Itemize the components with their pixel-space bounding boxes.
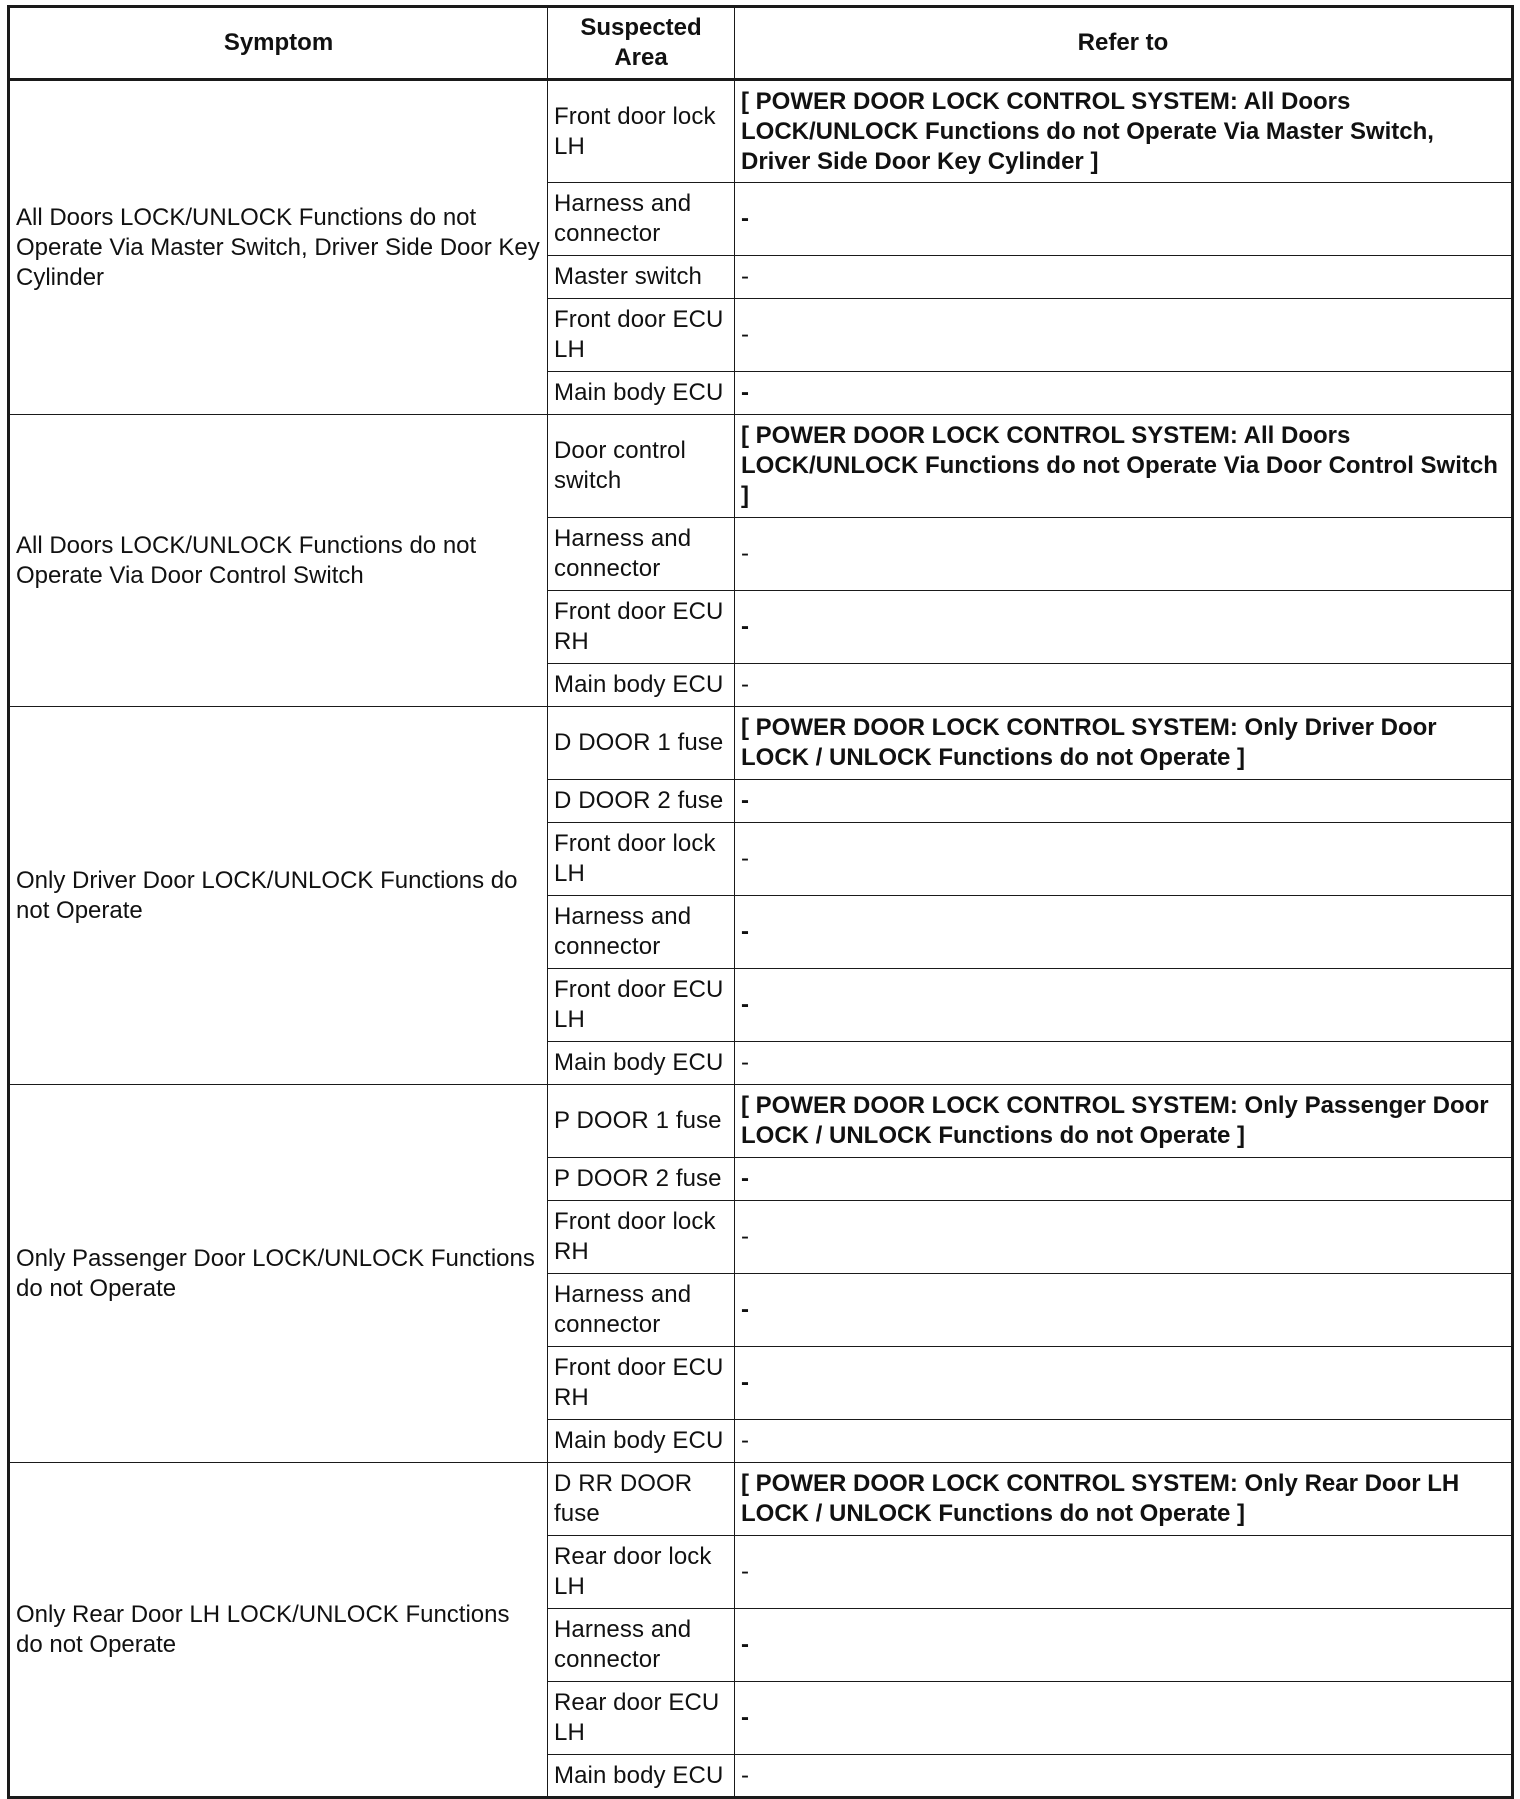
refer-to-dash: -	[735, 183, 1513, 256]
suspected-area-cell: P DOOR 2 fuse	[548, 1158, 735, 1201]
refer-to-dash: -	[735, 1420, 1513, 1463]
refer-to-dash: -	[735, 1347, 1513, 1420]
header-refer-to: Refer to	[735, 7, 1513, 80]
suspected-area-cell: Main body ECU	[548, 664, 735, 707]
suspected-area-cell: D DOOR 2 fuse	[548, 780, 735, 823]
suspected-area-cell: Harness and connector	[548, 896, 735, 969]
refer-to-link[interactable]: [ POWER DOOR LOCK CONTROL SYSTEM: Only Rear Door LH LOCK / UNLOCK Functions do not Operate ]	[735, 1463, 1513, 1536]
suspected-area-cell: Harness and connector	[548, 1609, 735, 1682]
symptom-cell: All Doors LOCK/UNLOCK Functions do not Operate Via Door Control Switch	[9, 415, 548, 707]
table-row	[9, 1085, 1513, 1158]
suspected-area-cell: P DOOR 1 fuse	[548, 1085, 735, 1158]
table-row	[9, 80, 1513, 183]
suspected-area-cell: Harness and connector	[548, 1274, 735, 1347]
refer-to-dash: -	[735, 591, 1513, 664]
header-symptom: Symptom	[9, 7, 548, 80]
suspected-area-cell: Main body ECU	[548, 372, 735, 415]
refer-to-link[interactable]: [ POWER DOOR LOCK CONTROL SYSTEM: All Doors LOCK/UNLOCK Functions do not Operate Via Master Switch, Driver Side Door Key Cylinder ]	[735, 80, 1513, 183]
refer-to-dash: -	[735, 299, 1513, 372]
suspected-area-cell: D DOOR 1 fuse	[548, 707, 735, 780]
refer-to-link[interactable]: [ POWER DOOR LOCK CONTROL SYSTEM: All Doors LOCK/UNLOCK Functions do not Operate Via Door Control Switch ]	[735, 415, 1513, 518]
suspected-area-cell: Front door ECU RH	[548, 1347, 735, 1420]
suspected-area-cell: Harness and connector	[548, 518, 735, 591]
refer-to-dash: -	[735, 896, 1513, 969]
symptom-cell: Only Driver Door LOCK/UNLOCK Functions do not Operate	[9, 707, 548, 1085]
suspected-area-cell: D RR DOOR fuse	[548, 1463, 735, 1536]
header-row	[9, 7, 1513, 80]
suspected-area-cell: Main body ECU	[548, 1755, 735, 1798]
refer-to-dash: -	[735, 969, 1513, 1042]
suspected-area-cell: Master switch	[548, 256, 735, 299]
suspected-area-cell: Front door ECU RH	[548, 591, 735, 664]
header-suspected-area: Suspected Area	[548, 7, 735, 80]
suspected-area-cell: Rear door lock LH	[548, 1536, 735, 1609]
refer-to-dash: -	[735, 372, 1513, 415]
suspected-area-cell: Harness and connector	[548, 183, 735, 256]
refer-to-dash: -	[735, 1755, 1513, 1798]
table-row	[9, 1463, 1513, 1536]
suspected-area-cell: Front door ECU LH	[548, 299, 735, 372]
refer-to-dash: -	[735, 518, 1513, 591]
suspected-area-cell: Main body ECU	[548, 1042, 735, 1085]
refer-to-dash: -	[735, 1609, 1513, 1682]
refer-to-dash: -	[735, 1536, 1513, 1609]
symptom-cell: Only Passenger Door LOCK/UNLOCK Functions do not Operate	[9, 1085, 548, 1463]
table-row	[9, 415, 1513, 518]
symptom-cell: Only Rear Door LH LOCK/UNLOCK Functions do not Operate	[9, 1463, 548, 1798]
symptom-cell: All Doors LOCK/UNLOCK Functions do not Operate Via Master Switch, Driver Side Door Key Cylinder	[9, 80, 548, 415]
troubleshooting-table	[7, 5, 1514, 1799]
suspected-area-cell: Door control switch	[548, 415, 735, 518]
suspected-area-cell: Front door lock LH	[548, 80, 735, 183]
suspected-area-cell: Rear door ECU LH	[548, 1682, 735, 1755]
suspected-area-cell: Front door lock LH	[548, 823, 735, 896]
suspected-area-cell: Main body ECU	[548, 1420, 735, 1463]
refer-to-dash: -	[735, 1274, 1513, 1347]
refer-to-dash: -	[735, 1682, 1513, 1755]
suspected-area-cell: Front door ECU LH	[548, 969, 735, 1042]
refer-to-dash: -	[735, 1158, 1513, 1201]
suspected-area-cell: Front door lock RH	[548, 1201, 735, 1274]
refer-to-dash: -	[735, 664, 1513, 707]
refer-to-link[interactable]: [ POWER DOOR LOCK CONTROL SYSTEM: Only Passenger Door LOCK / UNLOCK Functions do not Operate ]	[735, 1085, 1513, 1158]
refer-to-dash: -	[735, 823, 1513, 896]
refer-to-link[interactable]: [ POWER DOOR LOCK CONTROL SYSTEM: Only Driver Door LOCK / UNLOCK Functions do not Operate ]	[735, 707, 1513, 780]
table-header	[9, 7, 1513, 80]
refer-to-dash: -	[735, 256, 1513, 299]
refer-to-dash: -	[735, 1201, 1513, 1274]
table-row	[9, 707, 1513, 780]
table-body	[9, 80, 1513, 1798]
refer-to-dash: -	[735, 1042, 1513, 1085]
refer-to-dash: -	[735, 780, 1513, 823]
